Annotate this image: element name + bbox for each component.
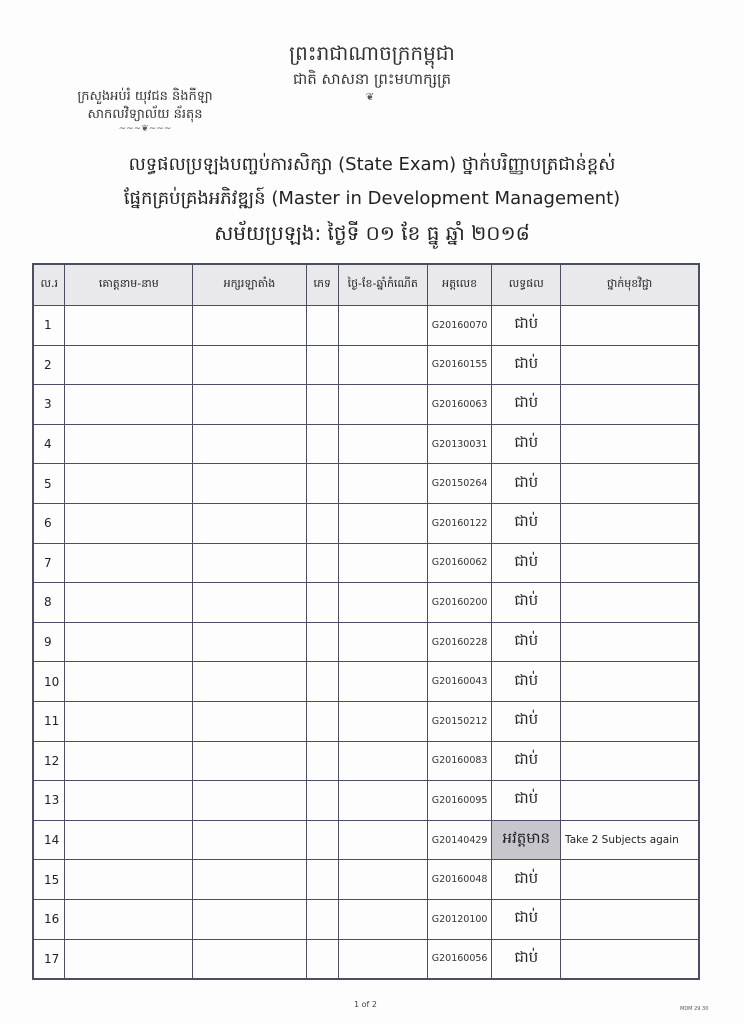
student-id-cell: G20150212 <box>427 701 492 741</box>
birth-date-cell <box>338 781 427 821</box>
birth-date-cell <box>338 503 427 543</box>
student-id-cell: G20160228 <box>427 622 492 662</box>
table-row <box>33 701 699 741</box>
student-id-cell: G20160083 <box>427 741 492 781</box>
name-khmer-cell <box>65 306 193 346</box>
table-row <box>33 820 699 860</box>
student-id-cell: G20150264 <box>427 464 492 504</box>
name-khmer-cell <box>65 899 193 939</box>
name-latin-cell <box>193 464 307 504</box>
name-khmer-cell <box>65 583 193 623</box>
sex-cell <box>306 424 338 464</box>
birth-date-cell <box>338 385 427 425</box>
birth-date-cell <box>338 543 427 583</box>
student-id-cell: G20160063 <box>427 385 492 425</box>
birth-date-cell <box>338 701 427 741</box>
note-cell <box>561 543 699 583</box>
note-cell <box>561 464 699 504</box>
table-row <box>33 583 699 623</box>
sex-cell <box>306 543 338 583</box>
table-row <box>33 385 699 425</box>
row-number: 6 <box>33 503 65 543</box>
sex-cell <box>306 385 338 425</box>
name-khmer-cell <box>65 424 193 464</box>
document-title: លទ្ធផលប្រឡងបញ្ចប់ការសិក្សា (State Exam) ថ្នាក់បរិញ្ញាបត្រជាន់ខ្ពស់ <box>128 154 616 175</box>
result-cell: ជាប់ <box>492 345 561 385</box>
program-title: ផ្នែកគ្រប់គ្រងអភិវឌ្ឍន៍ (Master in Development Management) <box>123 188 621 209</box>
student-id-cell: G20160043 <box>427 662 492 702</box>
name-latin-cell <box>193 860 307 900</box>
sex-cell <box>306 622 338 662</box>
row-number: 3 <box>33 385 65 425</box>
note-cell <box>561 385 699 425</box>
student-id-cell: G20160056 <box>427 939 492 979</box>
row-number: 17 <box>33 939 65 979</box>
note-cell <box>561 306 699 346</box>
table-row <box>33 939 699 979</box>
note-cell <box>561 622 699 662</box>
result-cell: ជាប់ <box>492 622 561 662</box>
name-latin-cell <box>193 385 307 425</box>
name-khmer-cell <box>65 622 193 662</box>
page-number: 1 of 2 <box>354 1000 377 1009</box>
name-khmer-cell <box>65 860 193 900</box>
name-latin-cell <box>193 701 307 741</box>
birth-date-cell <box>338 820 427 860</box>
name-khmer-cell <box>65 701 193 741</box>
sex-cell <box>306 306 338 346</box>
result-cell: ជាប់ <box>492 306 561 346</box>
row-number: 11 <box>33 701 65 741</box>
note-cell <box>561 424 699 464</box>
table-row <box>33 503 699 543</box>
student-id-cell: G20160095 <box>427 781 492 821</box>
result-cell: ជាប់ <box>492 503 561 543</box>
name-latin-cell <box>193 345 307 385</box>
result-cell: ជាប់ <box>492 860 561 900</box>
note-cell <box>561 701 699 741</box>
header-no: ល.រ <box>33 264 65 306</box>
sex-cell <box>306 899 338 939</box>
result-cell: ជាប់ <box>492 385 561 425</box>
note-cell <box>561 583 699 623</box>
header-result: លទ្ធផល <box>492 264 561 306</box>
kingdom-heading: ព្រះរាជាណាចក្រកម្ពុជា <box>289 41 455 65</box>
header-student-id: អត្តលេខ <box>427 264 492 306</box>
birth-date-cell <box>338 899 427 939</box>
result-cell: ជាប់ <box>492 583 561 623</box>
name-khmer-cell <box>65 464 193 504</box>
header-name-khmer: គោត្តនាម-នាម <box>65 264 193 306</box>
exam-session-date: សម័យប្រឡង: ថ្ងៃទី ០១ ខែ ធ្នូ ឆ្នាំ ២០១៨ <box>214 221 530 245</box>
table-row <box>33 622 699 662</box>
table-row <box>33 781 699 821</box>
header-sex: ភេទ <box>306 264 338 306</box>
birth-date-cell <box>338 741 427 781</box>
result-cell: ជាប់ <box>492 741 561 781</box>
note-cell: Take 2 Subjects again <box>561 820 699 860</box>
name-khmer-cell <box>65 939 193 979</box>
birth-date-cell <box>338 464 427 504</box>
result-cell: ជាប់ <box>492 662 561 702</box>
table-header-row <box>33 264 699 306</box>
result-cell: ជាប់ <box>492 781 561 821</box>
sex-cell <box>306 583 338 623</box>
sex-cell <box>306 345 338 385</box>
student-id-cell: G20160122 <box>427 503 492 543</box>
name-latin-cell <box>193 662 307 702</box>
result-cell: ជាប់ <box>492 899 561 939</box>
result-cell: អវត្តមាន <box>492 820 561 860</box>
name-latin-cell <box>193 741 307 781</box>
student-id-cell: G20160062 <box>427 543 492 583</box>
table-row <box>33 464 699 504</box>
name-khmer-cell <box>65 503 193 543</box>
sex-cell <box>306 464 338 504</box>
table-row <box>33 741 699 781</box>
row-number: 5 <box>33 464 65 504</box>
ornament-icon: ❦ <box>365 92 375 103</box>
birth-date-cell <box>338 424 427 464</box>
sex-cell <box>306 939 338 979</box>
table-row <box>33 860 699 900</box>
header-subject-class: ថ្នាក់មុខវិជ្ជា <box>561 264 699 306</box>
ministry-name: ក្រសួងអប់រំ យុវជន និងកីឡា <box>77 89 213 104</box>
birth-date-cell <box>338 662 427 702</box>
student-id-cell: G20140429 <box>427 820 492 860</box>
row-number: 2 <box>33 345 65 385</box>
row-number: 8 <box>33 583 65 623</box>
result-cell: ជាប់ <box>492 701 561 741</box>
name-latin-cell <box>193 939 307 979</box>
name-latin-cell <box>193 424 307 464</box>
row-number: 9 <box>33 622 65 662</box>
name-latin-cell <box>193 820 307 860</box>
birth-date-cell <box>338 860 427 900</box>
name-latin-cell <box>193 583 307 623</box>
note-cell <box>561 503 699 543</box>
sex-cell <box>306 820 338 860</box>
row-number: 7 <box>33 543 65 583</box>
birth-date-cell <box>338 622 427 662</box>
name-khmer-cell <box>65 662 193 702</box>
sex-cell <box>306 701 338 741</box>
row-number: 14 <box>33 820 65 860</box>
results-table <box>32 263 700 980</box>
student-id-cell: G20160200 <box>427 583 492 623</box>
note-cell <box>561 741 699 781</box>
name-latin-cell <box>193 306 307 346</box>
row-number: 13 <box>33 781 65 821</box>
student-id-cell: G20120100 <box>427 899 492 939</box>
sex-cell <box>306 741 338 781</box>
result-cell: ជាប់ <box>492 543 561 583</box>
header-name-latin: អក្សរឡាតាំង <box>193 264 307 306</box>
table-row <box>33 345 699 385</box>
note-cell <box>561 662 699 702</box>
result-cell: ជាប់ <box>492 939 561 979</box>
note-cell <box>561 939 699 979</box>
divider-ornament-icon: ~~~❦~~~ <box>118 124 172 134</box>
name-khmer-cell <box>65 741 193 781</box>
header-birth-date: ថ្ងៃ-ខែ-ឆ្នាំកំណើត <box>338 264 427 306</box>
row-number: 4 <box>33 424 65 464</box>
name-khmer-cell <box>65 385 193 425</box>
name-latin-cell <box>193 622 307 662</box>
birth-date-cell <box>338 345 427 385</box>
birth-date-cell <box>338 306 427 346</box>
row-number: 16 <box>33 899 65 939</box>
name-khmer-cell <box>65 543 193 583</box>
note-cell <box>561 860 699 900</box>
national-motto: ជាតិ សាសនា ព្រះមហាក្សត្រ <box>292 70 452 88</box>
sex-cell <box>306 662 338 702</box>
result-cell: ជាប់ <box>492 464 561 504</box>
birth-date-cell <box>338 939 427 979</box>
note-cell <box>561 345 699 385</box>
row-number: 10 <box>33 662 65 702</box>
birth-date-cell <box>338 583 427 623</box>
note-cell <box>561 781 699 821</box>
table-row <box>33 899 699 939</box>
row-number: 15 <box>33 860 65 900</box>
student-id-cell: G20160048 <box>427 860 492 900</box>
sex-cell <box>306 860 338 900</box>
table-row <box>33 424 699 464</box>
name-latin-cell <box>193 543 307 583</box>
row-number: 12 <box>33 741 65 781</box>
name-khmer-cell <box>65 820 193 860</box>
student-id-cell: G20130031 <box>427 424 492 464</box>
table-row <box>33 543 699 583</box>
name-latin-cell <box>193 899 307 939</box>
name-khmer-cell <box>65 781 193 821</box>
university-name: សាកលវិទ្យាល័យ ន័រតុន <box>87 107 203 122</box>
table-row <box>33 662 699 702</box>
name-latin-cell <box>193 781 307 821</box>
document-code: MDM 29 30 <box>680 1006 709 1012</box>
table-row <box>33 306 699 346</box>
student-id-cell: G20160070 <box>427 306 492 346</box>
name-khmer-cell <box>65 345 193 385</box>
sex-cell <box>306 781 338 821</box>
name-latin-cell <box>193 503 307 543</box>
result-cell: ជាប់ <box>492 424 561 464</box>
student-id-cell: G20160155 <box>427 345 492 385</box>
row-number: 1 <box>33 306 65 346</box>
sex-cell <box>306 503 338 543</box>
note-cell <box>561 899 699 939</box>
